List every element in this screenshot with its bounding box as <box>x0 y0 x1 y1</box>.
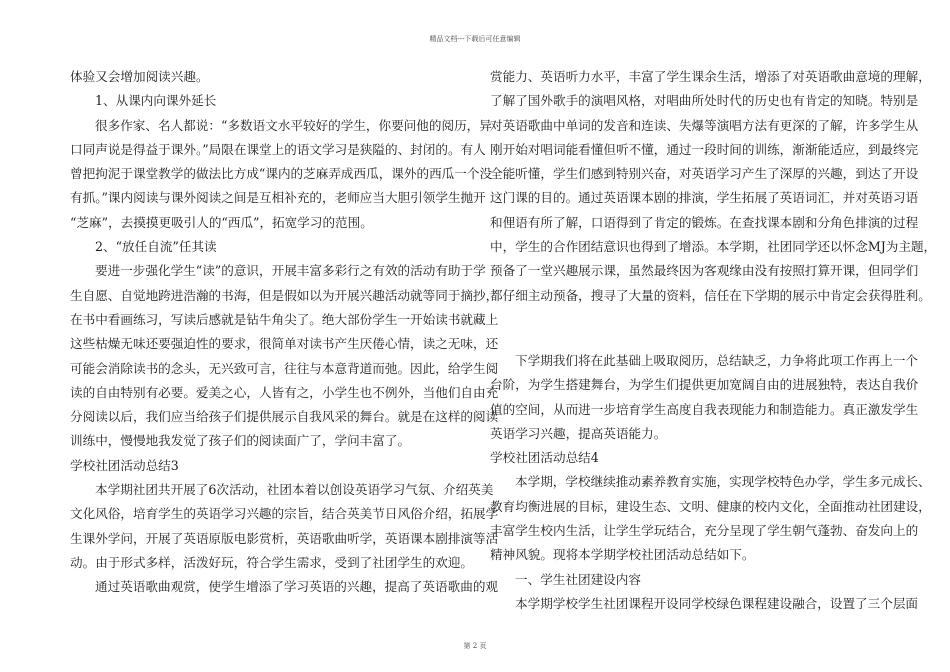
text-line: 分阅读以后，我们应当给孩子们提供展示自我风采的舞台。就是在这样的阅读 <box>70 409 499 425</box>
text-line: 全能听懂，学生们感到特别兴奋，对英语学习产生了深厚的兴趣，到达了开设 <box>490 166 919 182</box>
text-line: 可能会消除读书的念头，无兴致可言，往往与本意背道而弛。因此，给学生阅 <box>70 360 499 376</box>
text-line: 台阶，为学生搭建舞台，为学生们提供更加宽阔自由的进展独特，表达自我价 <box>490 377 919 393</box>
text-line: 预备了一堂兴趣展示课，虽然最终因为客观缘由没有按照打算开课，但同学们 <box>490 263 919 279</box>
text-line: 口同声说是得益于课外。”局限在课堂上的语文学习是狭隘的、封闭的。有人 <box>70 141 486 157</box>
text-line: 很多作家、名人都说：“多数语文水平较好的学生，你要问他的阅历，异 <box>95 117 492 133</box>
text-line: 体验又会增加阅读兴趣。 <box>70 69 209 84</box>
text-line: 刚开始对唱词能看懂但听不懂，通过一段时间的训练，渐渐能适应，到最终完 <box>490 141 919 157</box>
text-line: 通过英语歌曲观赏，使学生增添了学习英语的兴趣，提高了英语歌曲的观 <box>95 579 498 595</box>
text-line: 本学期，学校继续推动素养教育实施，实现学校特色办学，学生多元成长、 <box>515 474 931 490</box>
text-line: 都仔细主动预备，搜寻了大量的资料，信任在下学期的展示中肯定会获得胜利。 <box>490 287 931 303</box>
text-line: 对英语歌曲中单词的发音和连读、失爆等演唱方法有更深的了解，许多学生从 <box>490 117 919 133</box>
text-line: 有抓。”课内阅读与课外阅读之间是互相补充的，老师应当大胆引领学生抛开 <box>70 190 486 206</box>
text-line: 精神风貌。现将本学期学校社团活动总结如下。 <box>490 547 755 563</box>
page-number: 第 2 页 <box>463 642 487 650</box>
text-line: 本学期学校学生社团课程开设同学校绿色课程建设融合，设置了三个层面 <box>515 595 918 611</box>
section-title: 学校社团活动总结4 <box>490 450 599 466</box>
text-line: 赏能力、英语听力水平，丰富了学生课余生活，增添了对英语歌曲意境的理解， <box>490 69 931 84</box>
text-line: 丰富学生校内生活，让学生学玩结合，充分呈现了学生朝气蓬勃、奋发向上的 <box>490 523 919 539</box>
text-line: 这些枯燥无味还要强迫性的要求，很简单对读书产生厌倦心情，读之无味，还 <box>70 336 499 352</box>
left-column <box>70 65 499 600</box>
text-line: 中，学生的合作团结意识也得到了增添。本学期，社团同学还以怀念MJ为主题， <box>490 239 937 255</box>
text-line: 训练中，慢慢地我发觉了孩子们的阅读面广了，学问丰富了。 <box>70 433 411 449</box>
text-line: 了解了国外歌手的演唱风格，对唱曲所处时代的历史也有肯定的知晓。特别是 <box>490 93 919 109</box>
text-line: 在书中看画练习，写读后感就是钻牛角尖了。绝大部份学生一开始读书就藏上 <box>70 311 499 327</box>
text-line: 文化风俗，培育学生的英语学习兴趣的宗旨，结合英美节日风俗介绍，拓展学 <box>70 506 499 522</box>
text-line: 这门课的目的。通过英语课本剧的排演，学生拓展了英语词汇，并对英语习语 <box>490 190 919 206</box>
paragraph-gap <box>490 308 878 349</box>
text-line: “芝麻”，去摸摸更吸引人的“西瓜”，拓宽学习的范围。 <box>70 214 373 230</box>
section-title: 学校社团活动总结3 <box>70 457 179 473</box>
text-line: 本学期社团共开展了6次活动，社团本着以创设英语学习气氛、介绍英美 <box>95 482 494 498</box>
section-heading: 一、学生社团建设内容 <box>515 571 641 587</box>
text-line: 英语学习兴趣，提高英语能力。 <box>490 425 667 441</box>
text-line: 教育均衡进展的目标，建设生态、文明、健康的校内文化，全面推动社团建设， <box>490 498 931 514</box>
text-line: 和俚语有所了解，口语得到了肯定的锻炼。在查找课本剧和分角色排演的过程 <box>490 214 919 230</box>
text-line: 下学期我们将在此基础上吸取阅历，总结缺乏，力争将此项工作再上一个 <box>515 352 918 368</box>
page-header: 精品文档---下载后可任意编辑 <box>429 35 521 43</box>
text-line: 值的空间，从而进一步培育学生高度自我表现能力和制造能力。真正激发学生 <box>490 401 919 417</box>
text-line: 动。由于形式多样，活泼好玩，符合学生需求，受到了社团学生的欢迎。 <box>70 554 473 570</box>
text-line: 生自愿、自觉地跨进浩瀚的书海，但是假如以为开展兴趣活动就等同于摘抄， <box>70 287 499 303</box>
text-line: 要进一步强化学生“读”的意识，开展丰富多彩行之有效的活动有助于学 <box>95 263 486 279</box>
text-line: 生课外学问，开展了英语原版电影赏析，英语歌曲听学，英语课本剧排演等活 <box>70 530 499 546</box>
section-heading: 2、“放任自流”任其读 <box>95 239 217 255</box>
section-heading: 1、从课内向课外延长 <box>95 93 217 109</box>
text-line: 曾把拘泥于课堂教学的做法比方成“课内的芝麻弄成西瓜，课外的西瓜一个没 <box>70 166 493 182</box>
text-line: 读的自由特别有必要。爱美之心，人皆有之，小学生也不例外，当他们自由充 <box>70 384 499 400</box>
right-column <box>490 65 937 616</box>
